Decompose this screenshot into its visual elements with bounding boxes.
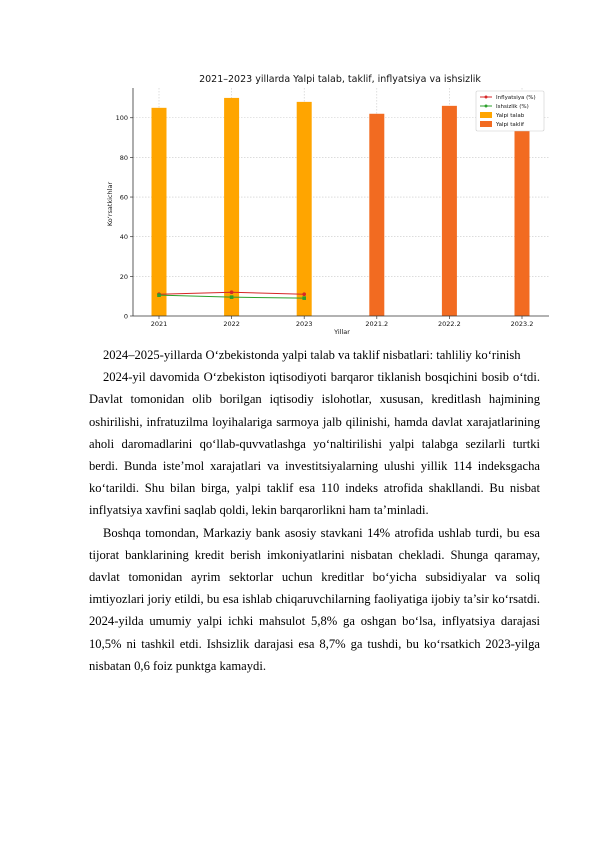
bar [515,100,530,316]
chart-title: 2021–2023 yillarda Yalpi talab, taklif, inflyatsiya va ishsizlik [199,74,481,85]
legend-marker [485,105,488,108]
section-heading: 2024–2025-yillarda O‘zbekistonda yalpi talab va taklif nisbatlari: tahliliy ko‘rinish [103,348,521,362]
y-tick-label: 40 [119,233,128,242]
x-tick-label: 2021.2 [365,320,389,328]
x-tick-label: 2022 [223,320,240,328]
legend-swatch [480,112,492,118]
bar [369,114,384,316]
legend-label: Ishsizlik (%) [496,104,529,110]
legend-marker [485,96,488,99]
x-tick-label: 2023 [295,320,313,328]
point [302,296,306,300]
x-tick-label: 2023.2 [510,320,534,328]
y-tick-label: 60 [119,193,128,202]
point [230,295,234,299]
bar [442,106,457,316]
legend-swatch [480,121,492,127]
paragraph-1: 2024-yil davomida O‘zbekiston iqtisodiyoti barqaror tiklanish bosqichini bosib o‘tdi. Davlat tomonidan olib borilgan iqtisodiy islohotlar, xususan, kreditlash hajmining oshirilishi, infratuzilma loyihalariga sarmoya jalb qilinishi, hamda davlat xarajatlarining aholi daromadlarini qo‘llab-quvvatlashga yo‘naltirilishi yalpi talabga sezilarli turtki berdi. Bunda iste’mol xarajatlari va investitsiyalarning ulushi yillik 114 indeksgacha ko‘tarildi. Shu bilan birga, yalpi taklif esa 110 indeks atrofida shakllandi. Bu nisbat inflyatsiya xavfini saqlab qoldi, lekin barqarorlikni ham ta’minladi. [89,370,540,518]
y-axis-label: Ko‘rsatkichlar [106,181,114,227]
chart [100,72,550,340]
bar [297,102,312,316]
point [302,292,306,296]
point [230,290,234,294]
chart-bars [152,98,530,316]
legend-label: Yalpi taklif [496,122,524,128]
x-tick-label: 2022.2 [438,320,461,328]
legend-label: Inflyatsiya (%) [496,95,536,101]
y-tick-label: 80 [119,153,128,162]
bar [224,98,239,316]
y-tick-label: 100 [115,114,128,123]
y-tick-label: 0 [123,312,128,321]
legend-label: Yalpi talab [496,113,525,119]
paragraph-2: Boshqa tomondan, Markaziy bank asosiy stavkani 14% atrofida ushlab turdi, bu esa tijorat banklarining kredit berish imkoniyatlarini nisbatan chekladi. Shunga qaramay, davlat tomonidan ayrim sektorlar uchun kreditlar bo‘yicha subsidiyalar va soliq imtiyozlari joriy etildi, bu esa ishlab chiqaruvchilarning faoliyatiga ijobiy ta’sir ko‘rsatdi. 2024-yilda umumiy yalpi ichki mahsulot 5,8% ga oshgan bo‘lsa, inflyatsiya darajasi 10,5% ni tashkil etdi. Ishsizlik darajasi esa 8,7% ga tushdi, bu ko‘rsatkich 2023-yilga nisbatan 0,6 foiz punktga kamaydi. [89,525,540,673]
point [157,293,161,297]
article-body [89,344,540,677]
chart-legend [476,91,544,131]
x-axis-label: Yillar [334,328,350,336]
bar [152,108,167,316]
x-tick-label: 2021 [150,320,168,328]
y-tick-label: 20 [119,272,128,281]
